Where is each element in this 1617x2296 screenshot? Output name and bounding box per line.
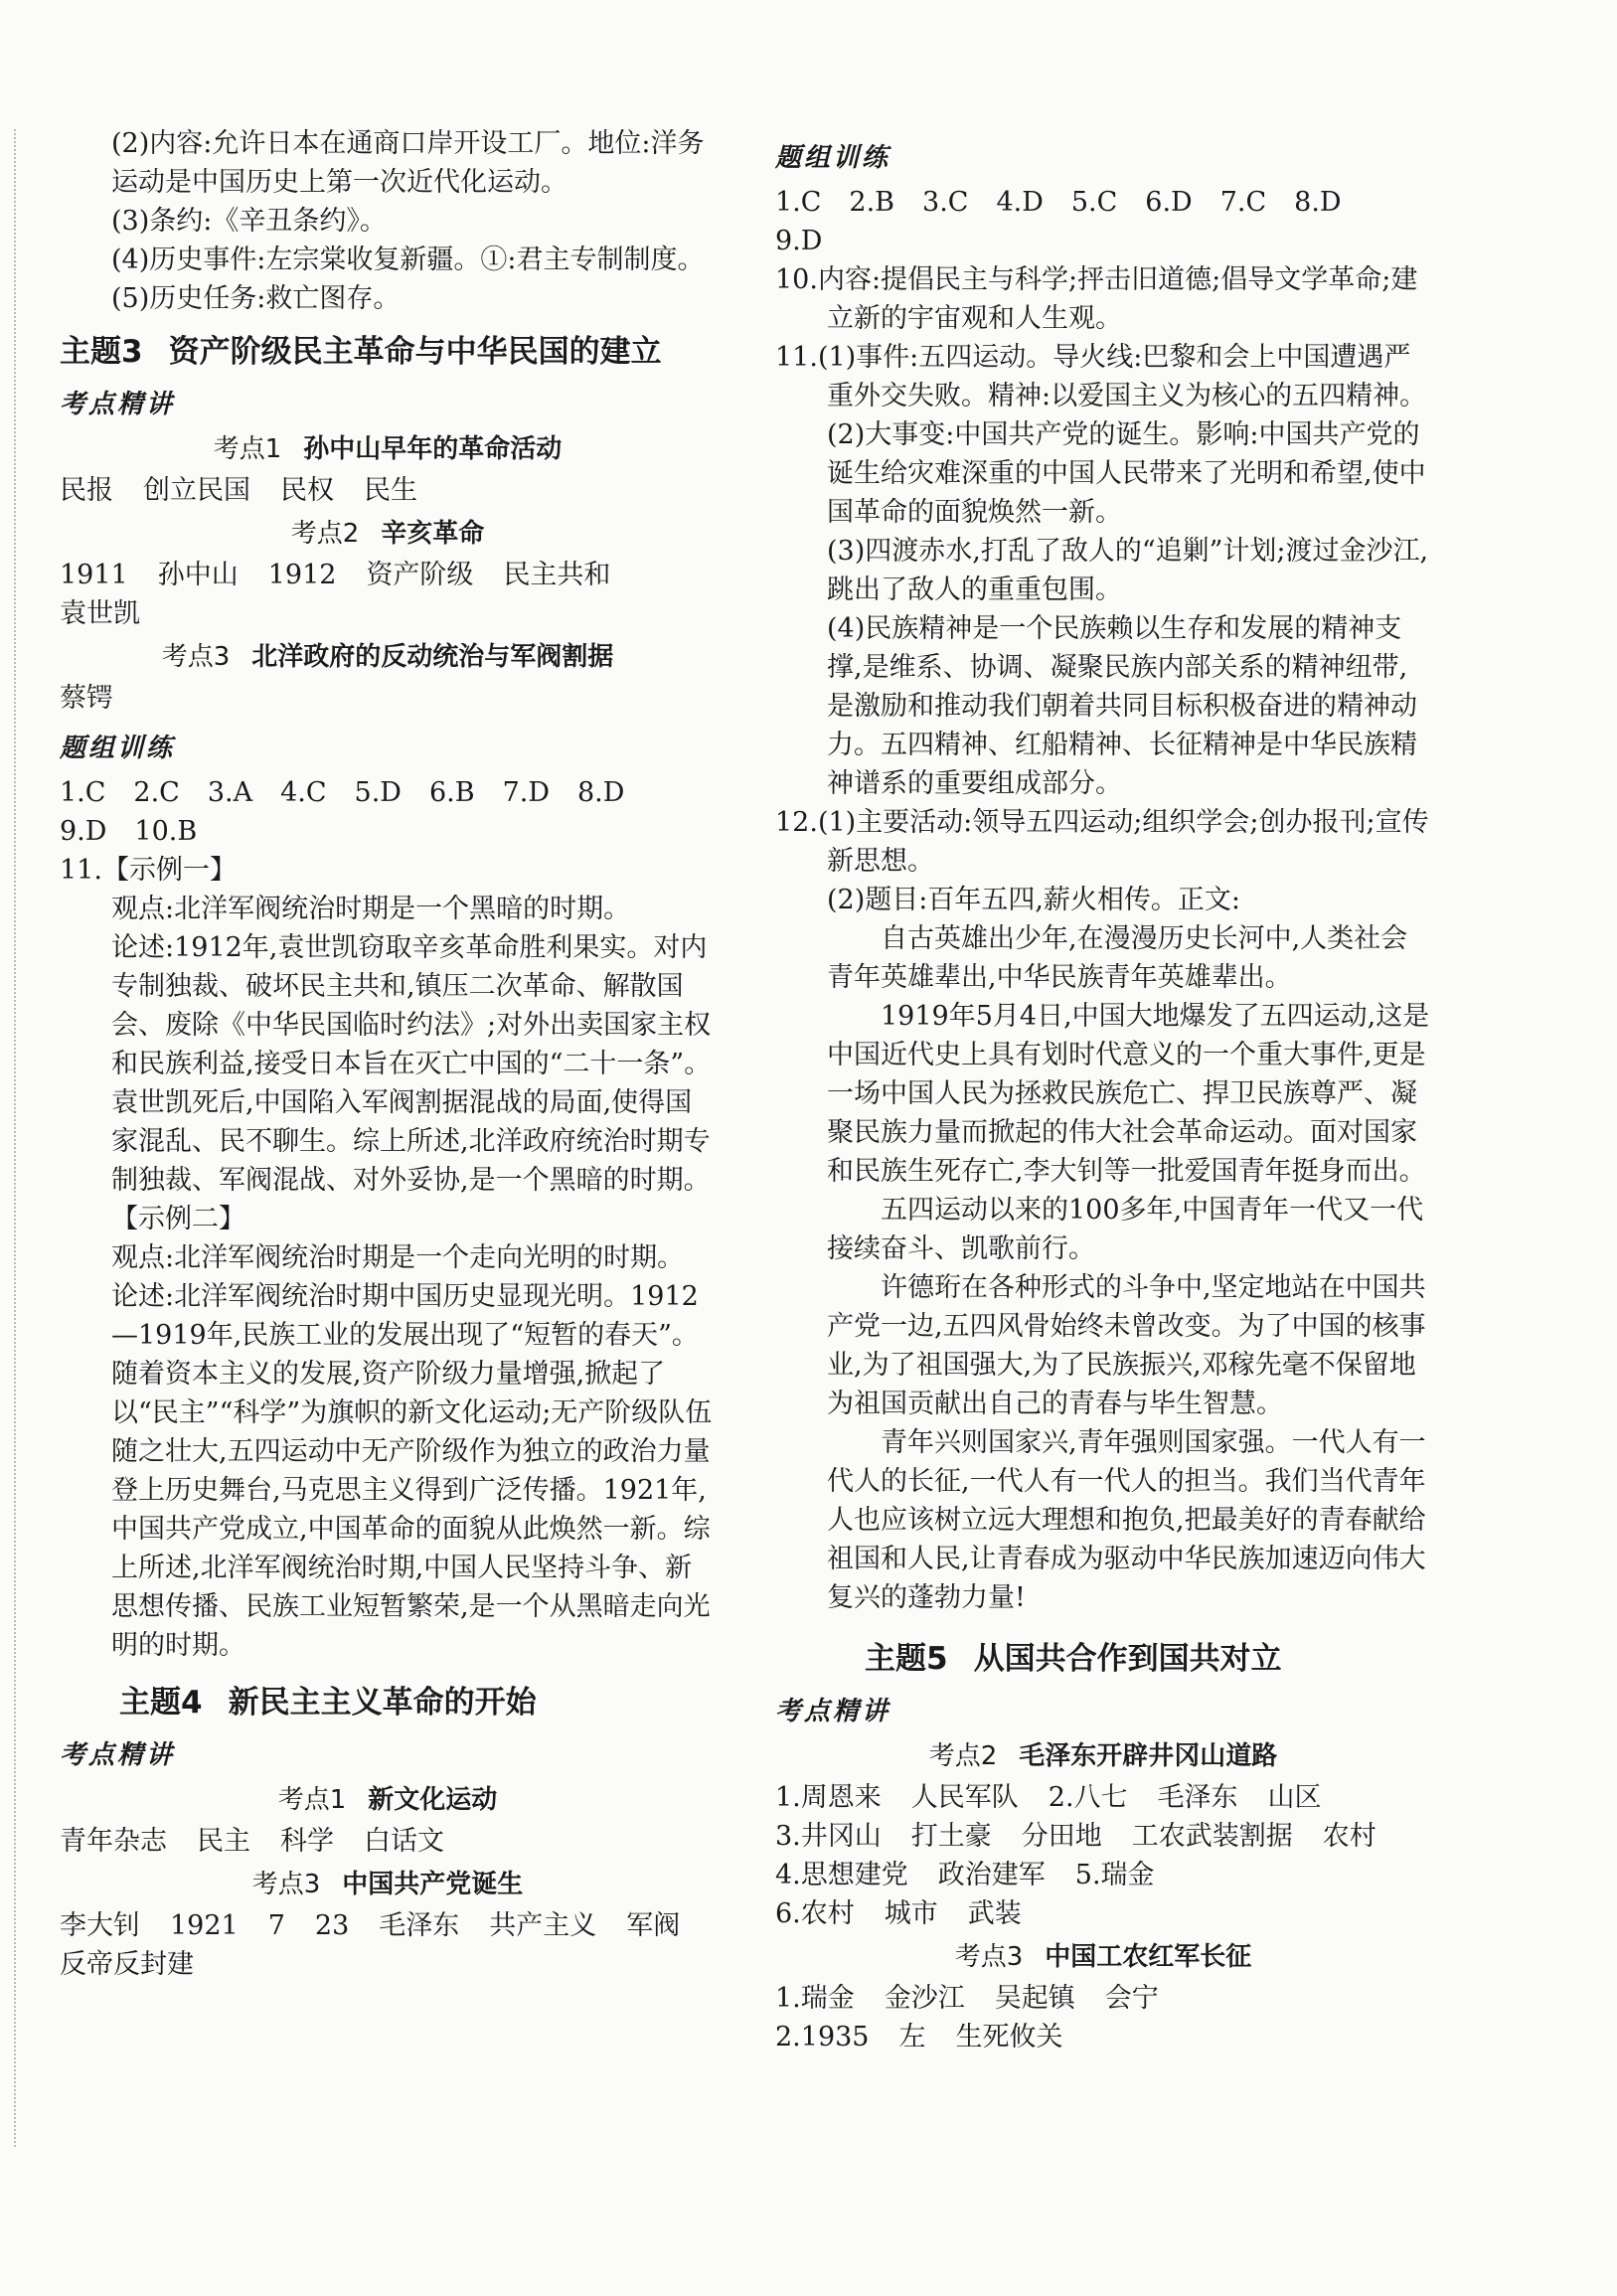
q12-part: (2)题目:百年五四,薪火相传。正文:	[827, 885, 1241, 915]
q11-label: 11.【示例一】	[60, 855, 237, 886]
choice-answers: 1.C 2.B 3.C 4.D 5.C 6.D 7.C 8.D 9.D	[775, 187, 1342, 256]
essay-paragraph: 五四运动以来的100多年,中国青年一代又一代接续奋斗、凯歌前行。	[827, 1195, 1424, 1264]
essay-paragraph: 自古英雄出少年,在漫漫历史长河中,人类社会青年英雄辈出,中华民族青年英雄辈出。	[827, 923, 1408, 993]
left-column	[60, 124, 716, 1984]
q11-part: (3)四渡赤水,打乱了敌人的“追剿”计划;渡过金沙江,跳出了敌人的重重包围。	[827, 536, 1429, 605]
kaodian-answers: 1.周恩来 人民军队 2.八七 毛泽东 山区 3.井冈山 打土豪 分田地 工农武装割据 农村 4.思想建党 政治建军 5.瑞金 6.农村 城市 武装	[775, 1782, 1376, 1929]
kaodian-heading: 考点2 辛亥革命	[290, 519, 485, 549]
kaodian-answers: 1.瑞金 金沙江 吴起镇 会宁 2.1935 左 生死攸关	[775, 1983, 1159, 2052]
q12-part: 12.(1)主要活动:领导五四运动;组织学会;创办报刊;宣传新思想。	[775, 807, 1429, 877]
q11-part: 11.(1)事件:五四运动。导火线:巴黎和会上中国遭遇严重外交失败。精神:以爱国主义为核心的五四精神。	[775, 342, 1427, 411]
essay-paragraph: 许德珩在各种形式的斗争中,坚定地站在中国共产党一边,五四风骨始终未曾改变。为了中国的核事业,为了祖国强大,为了民族振兴,邓稼先毫不保留地为祖国贡献出自己的青春与毕生智慧。	[827, 1272, 1426, 1419]
topic-title: 新民主主义革命的开始	[228, 1685, 537, 1721]
topic-title: 资产阶级民主革命与中华民国的建立	[168, 334, 662, 370]
q11-example2-label: 【示例二】	[111, 1204, 245, 1234]
q11-argument: 论述:北洋军阀统治时期中国历史显现光明。1912—1919年,民族工业的发展出现了“短暂的春天”。随着资本主义的发展,资产阶级力量增强,掀起了以“民主”“科学”为旗帜的新文化运动;无产阶级队伍随之壮大,五四运动中无产阶级作为独立的政治力量登上历史舞台,马克思主义得到广泛传播。1921年,中国共产党成立,中国革命的面貌从此焕然一新。综上所述,北洋军阀统治时期,中国人民坚持斗争、新思想传播、民族工业短暂繁荣,是一个从黑暗走向光明的时期。	[111, 1281, 713, 1661]
kaodian-heading: 考点3 中国工农红军长征	[954, 1942, 1252, 1972]
kaodian-answers: 民报 创立民国 民权 民生	[60, 475, 417, 506]
intro-line: (5)历史任务:救亡图存。	[111, 283, 401, 314]
kaodian-heading: 考点3 中国共产党诞生	[251, 1870, 524, 1899]
kaodian-answers: 1911 孙中山 1912 资产阶级 民主共和 袁世凯	[60, 560, 611, 629]
choice-answers: 1.C 2.C 3.A 4.C 5.D 6.B 7.D 8.D 9.D 10.B	[60, 777, 625, 847]
kaodian-heading: 考点1 孙中山早年的革命活动	[213, 434, 563, 464]
section-heading: 考点精讲	[60, 1740, 176, 1770]
topic-number: 主题5	[865, 1641, 948, 1677]
section-heading: 考点精讲	[60, 390, 176, 419]
kaodian-heading: 考点1 新文化运动	[277, 1785, 498, 1815]
section-heading: 考点精讲	[775, 1697, 891, 1726]
q11-view: 观点:北洋军阀统治时期是一个黑暗的时期。	[111, 894, 631, 924]
topic3-heading	[60, 332, 716, 372]
q11-view: 观点:北洋军阀统治时期是一个走向光明的时期。	[111, 1242, 685, 1273]
intro-line: (2)内容:允许日本在通商口岸开设工厂。地位:洋务运动是中国历史上第一次近代化运动。	[111, 128, 705, 198]
topic-number: 主题3	[60, 334, 143, 370]
topic4-heading	[60, 1683, 716, 1722]
q11-argument: 论述:1912年,袁世凯窃取辛亥革命胜利果实。对内专制独裁、破坏民主共和,镇压二次革命、解散国会、废除《中华民国临时约法》;对外出卖国家主权和民族利益,接受日本旨在灭亡中国的“二十一条”。袁世凯死后,中国陷入军阀割据混战的局面,使得国家混乱、民不聊生。综上所述,北洋政府统治时期专制独裁、军阀混战、对外妥协,是一个黑暗的时期。	[111, 932, 712, 1196]
intro-line: (4)历史事件:左宗棠收复新疆。①:君主专制制度。	[111, 245, 705, 275]
intro-line: (3)条约:《辛丑条约》。	[111, 206, 387, 237]
binding-margin-line	[14, 129, 16, 2147]
kaodian-answers: 李大钊 1921 7 23 毛泽东 共产主义 军阀 反帝反封建	[60, 1910, 681, 1980]
section-heading: 题组训练	[775, 143, 891, 173]
right-column	[775, 139, 1431, 2056]
q11-part: (4)民族精神是一个民族赖以生存和发展的精神支撑,是维系、协调、凝聚民族内部关系的精神纽带,是激励和推动我们朝着共同目标积极奋进的精神动力。五四精神、红船精神、长征精神是中华民族精神谱系的重要组成部分。	[827, 613, 1417, 799]
topic5-heading	[775, 1639, 1431, 1679]
topic-number: 主题4	[119, 1685, 203, 1721]
kaodian-heading: 考点3 北洋政府的反动统治与军阀割据	[161, 642, 614, 672]
kaodian-answers: 蔡锷	[60, 683, 113, 714]
section-heading: 题组训练	[60, 734, 176, 763]
essay-paragraph: 青年兴则国家兴,青年强则国家强。一代人有一代人的长征,一代人有一代人的担当。我们当代青年人也应该树立远大理想和抱负,把最美好的青春献给祖国和人民,让青春成为驱动中华民族加速迈向伟大复兴的蓬勃力量!	[827, 1427, 1426, 1613]
kaodian-heading: 考点2 毛泽东开辟井冈山道路	[928, 1741, 1278, 1771]
essay-paragraph: 1919年5月4日,中国大地爆发了五四运动,这是中国近代史上具有划时代意义的一个重大事件,更是一场中国人民为拯救民族危亡、捍卫民族尊严、凝聚民族力量而掀起的伟大社会革命运动。面对国家和民族生死存亡,李大钊等一批爱国青年挺身而出。	[827, 1001, 1430, 1187]
q10-answer: 10.内容:提倡民主与科学;抨击旧道德;倡导文学革命;建立新的宇宙观和人生观。	[775, 264, 1418, 334]
kaodian-answers: 青年杂志 民主 科学 白话文	[60, 1826, 444, 1857]
q11-part: (2)大事变:中国共产党的诞生。影响:中国共产党的诞生给灾难深重的中国人民带来了光明和希望,使中国革命的面貌焕然一新。	[827, 419, 1426, 528]
topic-title: 从国共合作到国共对立	[973, 1641, 1282, 1677]
